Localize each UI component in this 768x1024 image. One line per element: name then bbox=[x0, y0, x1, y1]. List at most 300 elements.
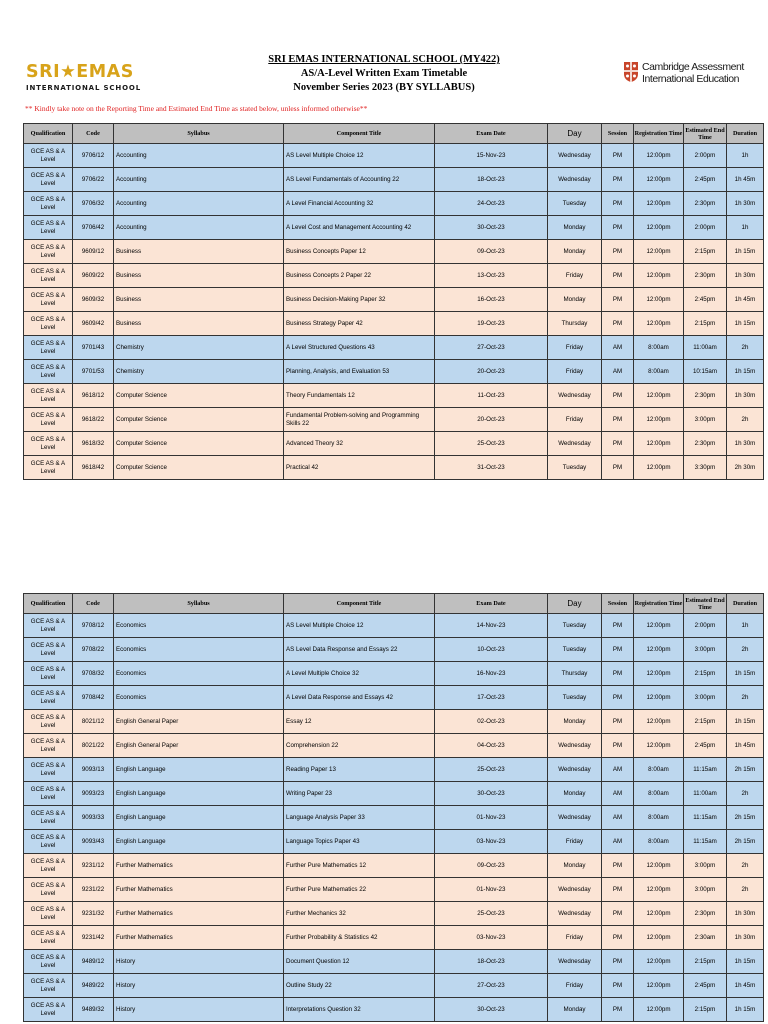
cell-qualification: GCE AS & A Level bbox=[24, 830, 73, 854]
cell-day: Tuesday bbox=[548, 192, 602, 216]
cell-code: 9609/12 bbox=[73, 240, 114, 264]
cell-qualification: GCE AS & A Level bbox=[24, 854, 73, 878]
cell-code: 9609/22 bbox=[73, 264, 114, 288]
cell-registration-time: 12:00pm bbox=[634, 686, 684, 710]
header-day: Day bbox=[548, 594, 602, 614]
cell-session: PM bbox=[602, 710, 634, 734]
cell-component: Business Concepts Paper 12 bbox=[284, 240, 435, 264]
cell-day: Tuesday bbox=[548, 614, 602, 638]
cell-syllabus: Further Mathematics bbox=[114, 902, 284, 926]
cell-code: 9231/12 bbox=[73, 854, 114, 878]
cell-code: 9618/42 bbox=[73, 456, 114, 480]
cell-end-time: 2:30pm bbox=[684, 432, 727, 456]
header-component: Component Title bbox=[284, 594, 435, 614]
cell-code: 9093/43 bbox=[73, 830, 114, 854]
cell-session: PM bbox=[602, 312, 634, 336]
cambridge-logo bbox=[624, 61, 746, 87]
cell-syllabus: Business bbox=[114, 312, 284, 336]
cell-syllabus: Further Mathematics bbox=[114, 926, 284, 950]
cell-component: Business Decision-Making Paper 32 bbox=[284, 288, 435, 312]
header-code: Code bbox=[73, 124, 114, 144]
cell-day: Monday bbox=[548, 288, 602, 312]
cell-code: 9706/22 bbox=[73, 168, 114, 192]
cell-duration: 1h 30m bbox=[727, 264, 764, 288]
cell-exam-date: 15-Nov-23 bbox=[435, 144, 548, 168]
cell-component: A Level Financial Accounting 32 bbox=[284, 192, 435, 216]
timetable-section-1 bbox=[23, 123, 758, 480]
cell-code: 9706/42 bbox=[73, 216, 114, 240]
cell-qualification: GCE AS & A Level bbox=[24, 614, 73, 638]
cell-end-time: 2:30pm bbox=[684, 264, 727, 288]
cell-registration-time: 12:00pm bbox=[634, 312, 684, 336]
cell-registration-time: 12:00pm bbox=[634, 384, 684, 408]
cell-end-time: 11:15am bbox=[684, 758, 727, 782]
table-row bbox=[24, 168, 764, 192]
cell-syllabus: English Language bbox=[114, 830, 284, 854]
cell-code: 9231/32 bbox=[73, 902, 114, 926]
cell-session: PM bbox=[602, 168, 634, 192]
table-header-row bbox=[24, 124, 764, 144]
cell-exam-date: 16-Nov-23 bbox=[435, 662, 548, 686]
cell-qualification: GCE AS & A Level bbox=[24, 216, 73, 240]
cell-end-time: 2:45pm bbox=[684, 168, 727, 192]
cell-day: Friday bbox=[548, 360, 602, 384]
cell-exam-date: 25-Oct-23 bbox=[435, 432, 548, 456]
cell-session: PM bbox=[602, 384, 634, 408]
cell-exam-date: 14-Nov-23 bbox=[435, 614, 548, 638]
table-row bbox=[24, 432, 764, 456]
cell-code: 9618/32 bbox=[73, 432, 114, 456]
cell-end-time: 2:15pm bbox=[684, 240, 727, 264]
cell-end-time: 2:15pm bbox=[684, 710, 727, 734]
cell-end-time: 3:30pm bbox=[684, 456, 727, 480]
cell-end-time: 2:15pm bbox=[684, 950, 727, 974]
cell-registration-time: 12:00pm bbox=[634, 408, 684, 432]
cell-session: PM bbox=[602, 902, 634, 926]
cell-exam-date: 19-Oct-23 bbox=[435, 312, 548, 336]
cell-registration-time: 12:00pm bbox=[634, 432, 684, 456]
cell-duration: 1h 30m bbox=[727, 192, 764, 216]
cell-day: Friday bbox=[548, 830, 602, 854]
cell-day: Wednesday bbox=[548, 168, 602, 192]
cell-registration-time: 8:00am bbox=[634, 830, 684, 854]
cell-registration-time: 12:00pm bbox=[634, 240, 684, 264]
cell-qualification: GCE AS & A Level bbox=[24, 902, 73, 926]
cell-session: PM bbox=[602, 456, 634, 480]
cell-duration: 1h bbox=[727, 144, 764, 168]
cell-session: PM bbox=[602, 408, 634, 432]
cell-end-time: 10:15am bbox=[684, 360, 727, 384]
table-row bbox=[24, 758, 764, 782]
cell-code: 9489/22 bbox=[73, 974, 114, 998]
cell-component: Planning, Analysis, and Evaluation 53 bbox=[284, 360, 435, 384]
cell-session: PM bbox=[602, 192, 634, 216]
cell-code: 9618/22 bbox=[73, 408, 114, 432]
cell-registration-time: 12:00pm bbox=[634, 662, 684, 686]
cell-component: Language Topics Paper 43 bbox=[284, 830, 435, 854]
cell-qualification: GCE AS & A Level bbox=[24, 456, 73, 480]
cell-exam-date: 11-Oct-23 bbox=[435, 384, 548, 408]
cell-exam-date: 09-Oct-23 bbox=[435, 240, 548, 264]
cell-session: PM bbox=[602, 734, 634, 758]
cell-code: 9708/12 bbox=[73, 614, 114, 638]
cell-code: 9706/32 bbox=[73, 192, 114, 216]
cell-duration: 1h 15m bbox=[727, 662, 764, 686]
cell-registration-time: 8:00am bbox=[634, 758, 684, 782]
cell-session: PM bbox=[602, 216, 634, 240]
cell-day: Monday bbox=[548, 240, 602, 264]
cell-end-time: 2:30pm bbox=[684, 192, 727, 216]
cell-syllabus: Chemistry bbox=[114, 336, 284, 360]
cell-duration: 2h 15m bbox=[727, 830, 764, 854]
cell-code: 9708/22 bbox=[73, 638, 114, 662]
timetable-title: AS/A-Level Written Exam Timetable bbox=[300, 68, 468, 79]
cell-registration-time: 12:00pm bbox=[634, 288, 684, 312]
reporting-note: ** Kindly take note on the Reporting Time and Estimated End Time as stated below, unless informed otherwise** bbox=[25, 104, 368, 113]
cell-code: 9231/22 bbox=[73, 878, 114, 902]
cell-qualification: GCE AS & A Level bbox=[24, 926, 73, 950]
cell-qualification: GCE AS & A Level bbox=[24, 662, 73, 686]
cell-exam-date: 09-Oct-23 bbox=[435, 854, 548, 878]
cell-syllabus: Business bbox=[114, 240, 284, 264]
header-qualification: Qualification bbox=[24, 594, 73, 614]
cell-session: PM bbox=[602, 432, 634, 456]
cell-syllabus: English Language bbox=[114, 806, 284, 830]
cell-end-time: 3:00pm bbox=[684, 638, 727, 662]
table-row bbox=[24, 806, 764, 830]
cell-qualification: GCE AS & A Level bbox=[24, 288, 73, 312]
cell-code: 8021/12 bbox=[73, 710, 114, 734]
cell-registration-time: 12:00pm bbox=[634, 638, 684, 662]
cell-registration-time: 12:00pm bbox=[634, 168, 684, 192]
cell-duration: 1h 15m bbox=[727, 998, 764, 1022]
cell-exam-date: 31-Oct-23 bbox=[435, 456, 548, 480]
cell-day: Wednesday bbox=[548, 432, 602, 456]
cell-code: 9489/12 bbox=[73, 950, 114, 974]
table-row bbox=[24, 216, 764, 240]
cell-exam-date: 16-Oct-23 bbox=[435, 288, 548, 312]
cell-duration: 1h bbox=[727, 614, 764, 638]
cell-session: PM bbox=[602, 926, 634, 950]
cell-session: PM bbox=[602, 288, 634, 312]
header-end-time: Estimated End Time bbox=[684, 594, 727, 614]
cell-day: Tuesday bbox=[548, 638, 602, 662]
table-row bbox=[24, 408, 764, 432]
cell-registration-time: 12:00pm bbox=[634, 264, 684, 288]
cell-end-time: 2:30pm bbox=[684, 384, 727, 408]
cell-day: Monday bbox=[548, 782, 602, 806]
cell-component: AS Level Data Response and Essays 22 bbox=[284, 638, 435, 662]
table-row bbox=[24, 878, 764, 902]
cell-syllabus: Accounting bbox=[114, 144, 284, 168]
cell-session: AM bbox=[602, 758, 634, 782]
cell-end-time: 2:15pm bbox=[684, 312, 727, 336]
cell-day: Tuesday bbox=[548, 686, 602, 710]
cell-exam-date: 02-Oct-23 bbox=[435, 710, 548, 734]
cell-exam-date: 25-Oct-23 bbox=[435, 758, 548, 782]
cell-syllabus: History bbox=[114, 974, 284, 998]
cell-day: Wednesday bbox=[548, 758, 602, 782]
cell-day: Friday bbox=[548, 408, 602, 432]
school-logo-text: SRI★EMAS bbox=[26, 62, 134, 82]
cell-component: Advanced Theory 32 bbox=[284, 432, 435, 456]
cell-component: Further Probability & Statistics 42 bbox=[284, 926, 435, 950]
cell-registration-time: 8:00am bbox=[634, 806, 684, 830]
cell-registration-time: 12:00pm bbox=[634, 854, 684, 878]
table-row bbox=[24, 456, 764, 480]
header-registration-time: Registration Time bbox=[634, 124, 684, 144]
cell-day: Wednesday bbox=[548, 144, 602, 168]
cell-qualification: GCE AS & A Level bbox=[24, 806, 73, 830]
cell-registration-time: 8:00am bbox=[634, 336, 684, 360]
cell-component: AS Level Multiple Choice 12 bbox=[284, 614, 435, 638]
cell-component: Business Concepts 2 Paper 22 bbox=[284, 264, 435, 288]
cell-day: Wednesday bbox=[548, 878, 602, 902]
cell-syllabus: History bbox=[114, 998, 284, 1022]
cell-end-time: 2:00pm bbox=[684, 216, 727, 240]
cell-code: 8021/22 bbox=[73, 734, 114, 758]
cell-syllabus: Computer Science bbox=[114, 432, 284, 456]
cell-qualification: GCE AS & A Level bbox=[24, 686, 73, 710]
table-row bbox=[24, 240, 764, 264]
cell-registration-time: 12:00pm bbox=[634, 456, 684, 480]
table-header-row bbox=[24, 594, 764, 614]
cell-end-time: 2:45pm bbox=[684, 288, 727, 312]
cell-duration: 1h 30m bbox=[727, 926, 764, 950]
header-syllabus: Syllabus bbox=[114, 124, 284, 144]
cell-day: Friday bbox=[548, 264, 602, 288]
cambridge-line-1: Cambridge Assessment bbox=[642, 61, 744, 73]
cell-qualification: GCE AS & A Level bbox=[24, 144, 73, 168]
table-row bbox=[24, 950, 764, 974]
timetable bbox=[23, 123, 764, 480]
cell-registration-time: 8:00am bbox=[634, 360, 684, 384]
cell-qualification: GCE AS & A Level bbox=[24, 240, 73, 264]
cell-component: A Level Structured Questions 43 bbox=[284, 336, 435, 360]
table-row bbox=[24, 312, 764, 336]
cell-end-time: 2:30pm bbox=[684, 902, 727, 926]
cell-duration: 1h 45m bbox=[727, 734, 764, 758]
cell-registration-time: 12:00pm bbox=[634, 614, 684, 638]
cell-qualification: GCE AS & A Level bbox=[24, 734, 73, 758]
cell-exam-date: 17-Oct-23 bbox=[435, 686, 548, 710]
table-row bbox=[24, 782, 764, 806]
cell-qualification: GCE AS & A Level bbox=[24, 950, 73, 974]
header-day: Day bbox=[548, 124, 602, 144]
cambridge-logo-text bbox=[642, 61, 744, 85]
cell-component: Interpretations Question 32 bbox=[284, 998, 435, 1022]
cell-end-time: 3:00pm bbox=[684, 878, 727, 902]
cell-day: Friday bbox=[548, 926, 602, 950]
cell-code: 9609/42 bbox=[73, 312, 114, 336]
cell-qualification: GCE AS & A Level bbox=[24, 710, 73, 734]
cell-component: Outline Study 22 bbox=[284, 974, 435, 998]
table-row bbox=[24, 902, 764, 926]
cell-duration: 2h bbox=[727, 686, 764, 710]
cell-component: Essay 12 bbox=[284, 710, 435, 734]
cell-syllabus: Accounting bbox=[114, 168, 284, 192]
cell-registration-time: 12:00pm bbox=[634, 878, 684, 902]
cell-syllabus: English Language bbox=[114, 782, 284, 806]
cell-exam-date: 30-Oct-23 bbox=[435, 782, 548, 806]
header-code: Code bbox=[73, 594, 114, 614]
header-component: Component Title bbox=[284, 124, 435, 144]
cell-session: AM bbox=[602, 360, 634, 384]
cell-day: Thursday bbox=[548, 312, 602, 336]
cell-syllabus: Computer Science bbox=[114, 456, 284, 480]
table-row bbox=[24, 614, 764, 638]
cell-code: 9706/12 bbox=[73, 144, 114, 168]
cell-qualification: GCE AS & A Level bbox=[24, 192, 73, 216]
cell-session: PM bbox=[602, 878, 634, 902]
cell-end-time: 11:15am bbox=[684, 806, 727, 830]
cell-duration: 1h 45m bbox=[727, 168, 764, 192]
cell-code: 9093/33 bbox=[73, 806, 114, 830]
cell-syllabus: Computer Science bbox=[114, 408, 284, 432]
cell-component: Further Mechanics 32 bbox=[284, 902, 435, 926]
cell-duration: 1h 30m bbox=[727, 902, 764, 926]
cell-qualification: GCE AS & A Level bbox=[24, 638, 73, 662]
cell-exam-date: 10-Oct-23 bbox=[435, 638, 548, 662]
cell-code: 9093/23 bbox=[73, 782, 114, 806]
cell-end-time: 2:30am bbox=[684, 926, 727, 950]
header-end-time: Estimated End Time bbox=[684, 124, 727, 144]
cell-component: Comprehension 22 bbox=[284, 734, 435, 758]
cell-registration-time: 12:00pm bbox=[634, 216, 684, 240]
cell-syllabus: Business bbox=[114, 288, 284, 312]
cell-code: 9701/43 bbox=[73, 336, 114, 360]
cell-qualification: GCE AS & A Level bbox=[24, 312, 73, 336]
cell-duration: 1h 15m bbox=[727, 240, 764, 264]
cell-registration-time: 12:00pm bbox=[634, 902, 684, 926]
cell-session: PM bbox=[602, 144, 634, 168]
cell-component: Language Analysis Paper 33 bbox=[284, 806, 435, 830]
header-syllabus: Syllabus bbox=[114, 594, 284, 614]
cell-registration-time: 12:00pm bbox=[634, 734, 684, 758]
cell-qualification: GCE AS & A Level bbox=[24, 336, 73, 360]
cell-syllabus: English Language bbox=[114, 758, 284, 782]
cell-qualification: GCE AS & A Level bbox=[24, 168, 73, 192]
cell-qualification: GCE AS & A Level bbox=[24, 384, 73, 408]
cell-code: 9231/42 bbox=[73, 926, 114, 950]
cell-exam-date: 01-Nov-23 bbox=[435, 806, 548, 830]
cambridge-shield-icon bbox=[624, 62, 638, 82]
cell-day: Wednesday bbox=[548, 902, 602, 926]
table-row bbox=[24, 384, 764, 408]
cell-day: Wednesday bbox=[548, 950, 602, 974]
timetable-section-2 bbox=[23, 593, 758, 1022]
cell-duration: 2h bbox=[727, 854, 764, 878]
cell-syllabus: Computer Science bbox=[114, 384, 284, 408]
cell-component: Practical 42 bbox=[284, 456, 435, 480]
series-title: November Series 2023 (BY SYLLABUS) bbox=[293, 82, 475, 93]
cell-day: Wednesday bbox=[548, 806, 602, 830]
cell-component: Reading Paper 13 bbox=[284, 758, 435, 782]
cell-component: A Level Data Response and Essays 42 bbox=[284, 686, 435, 710]
cell-duration: 1h 15m bbox=[727, 950, 764, 974]
cell-component: Further Pure Mathematics 12 bbox=[284, 854, 435, 878]
cell-duration: 2h bbox=[727, 408, 764, 432]
cell-end-time: 2:00pm bbox=[684, 144, 727, 168]
cell-registration-time: 12:00pm bbox=[634, 998, 684, 1022]
cell-syllabus: English General Paper bbox=[114, 710, 284, 734]
header-exam-date: Exam Date bbox=[435, 124, 548, 144]
table-row bbox=[24, 830, 764, 854]
cell-session: PM bbox=[602, 614, 634, 638]
cell-registration-time: 12:00pm bbox=[634, 950, 684, 974]
cell-duration: 2h 30m bbox=[727, 456, 764, 480]
cell-component: A Level Cost and Management Accounting 42 bbox=[284, 216, 435, 240]
cell-exam-date: 01-Nov-23 bbox=[435, 878, 548, 902]
cell-session: PM bbox=[602, 686, 634, 710]
cell-exam-date: 30-Oct-23 bbox=[435, 216, 548, 240]
cell-syllabus: English General Paper bbox=[114, 734, 284, 758]
cell-day: Thursday bbox=[548, 662, 602, 686]
table-row bbox=[24, 710, 764, 734]
cell-qualification: GCE AS & A Level bbox=[24, 408, 73, 432]
table-row bbox=[24, 264, 764, 288]
cell-exam-date: 25-Oct-23 bbox=[435, 902, 548, 926]
cell-code: 9489/32 bbox=[73, 998, 114, 1022]
cell-code: 9701/53 bbox=[73, 360, 114, 384]
cell-end-time: 3:00pm bbox=[684, 686, 727, 710]
cell-exam-date: 04-Oct-23 bbox=[435, 734, 548, 758]
table-row bbox=[24, 926, 764, 950]
cell-component: Fundamental Problem-solving and Programming Skills 22 bbox=[284, 408, 435, 432]
cell-component: Business Strategy Paper 42 bbox=[284, 312, 435, 336]
cell-qualification: GCE AS & A Level bbox=[24, 878, 73, 902]
table-row bbox=[24, 662, 764, 686]
cell-duration: 2h 15m bbox=[727, 758, 764, 782]
header-session: Session bbox=[602, 594, 634, 614]
cell-end-time: 2:00pm bbox=[684, 614, 727, 638]
cell-session: PM bbox=[602, 638, 634, 662]
table-row bbox=[24, 144, 764, 168]
cell-duration: 2h bbox=[727, 638, 764, 662]
cell-component: A Level Multiple Choice 32 bbox=[284, 662, 435, 686]
school-logo-subtext: INTERNATIONAL SCHOOL bbox=[26, 84, 142, 92]
cell-session: AM bbox=[602, 782, 634, 806]
cell-exam-date: 30-Oct-23 bbox=[435, 998, 548, 1022]
cell-component: Document Question 12 bbox=[284, 950, 435, 974]
cell-day: Friday bbox=[548, 336, 602, 360]
cell-session: PM bbox=[602, 974, 634, 998]
cell-syllabus: Further Mathematics bbox=[114, 878, 284, 902]
cell-day: Monday bbox=[548, 998, 602, 1022]
cell-syllabus: Economics bbox=[114, 638, 284, 662]
table-row bbox=[24, 974, 764, 998]
cell-syllabus: Business bbox=[114, 264, 284, 288]
cell-end-time: 11:15am bbox=[684, 830, 727, 854]
table-row bbox=[24, 734, 764, 758]
cell-qualification: GCE AS & A Level bbox=[24, 758, 73, 782]
cell-exam-date: 27-Oct-23 bbox=[435, 974, 548, 998]
cell-component: Theory Fundamentals 12 bbox=[284, 384, 435, 408]
cell-registration-time: 12:00pm bbox=[634, 710, 684, 734]
cell-registration-time: 12:00pm bbox=[634, 926, 684, 950]
cell-end-time: 11:00am bbox=[684, 336, 727, 360]
header-session: Session bbox=[602, 124, 634, 144]
cell-duration: 1h 30m bbox=[727, 432, 764, 456]
cell-syllabus: Economics bbox=[114, 662, 284, 686]
cell-session: AM bbox=[602, 806, 634, 830]
cell-duration: 1h bbox=[727, 216, 764, 240]
cell-duration: 1h 30m bbox=[727, 384, 764, 408]
header-exam-date: Exam Date bbox=[435, 594, 548, 614]
cell-exam-date: 27-Oct-23 bbox=[435, 336, 548, 360]
cell-syllabus: Accounting bbox=[114, 192, 284, 216]
cell-exam-date: 24-Oct-23 bbox=[435, 192, 548, 216]
